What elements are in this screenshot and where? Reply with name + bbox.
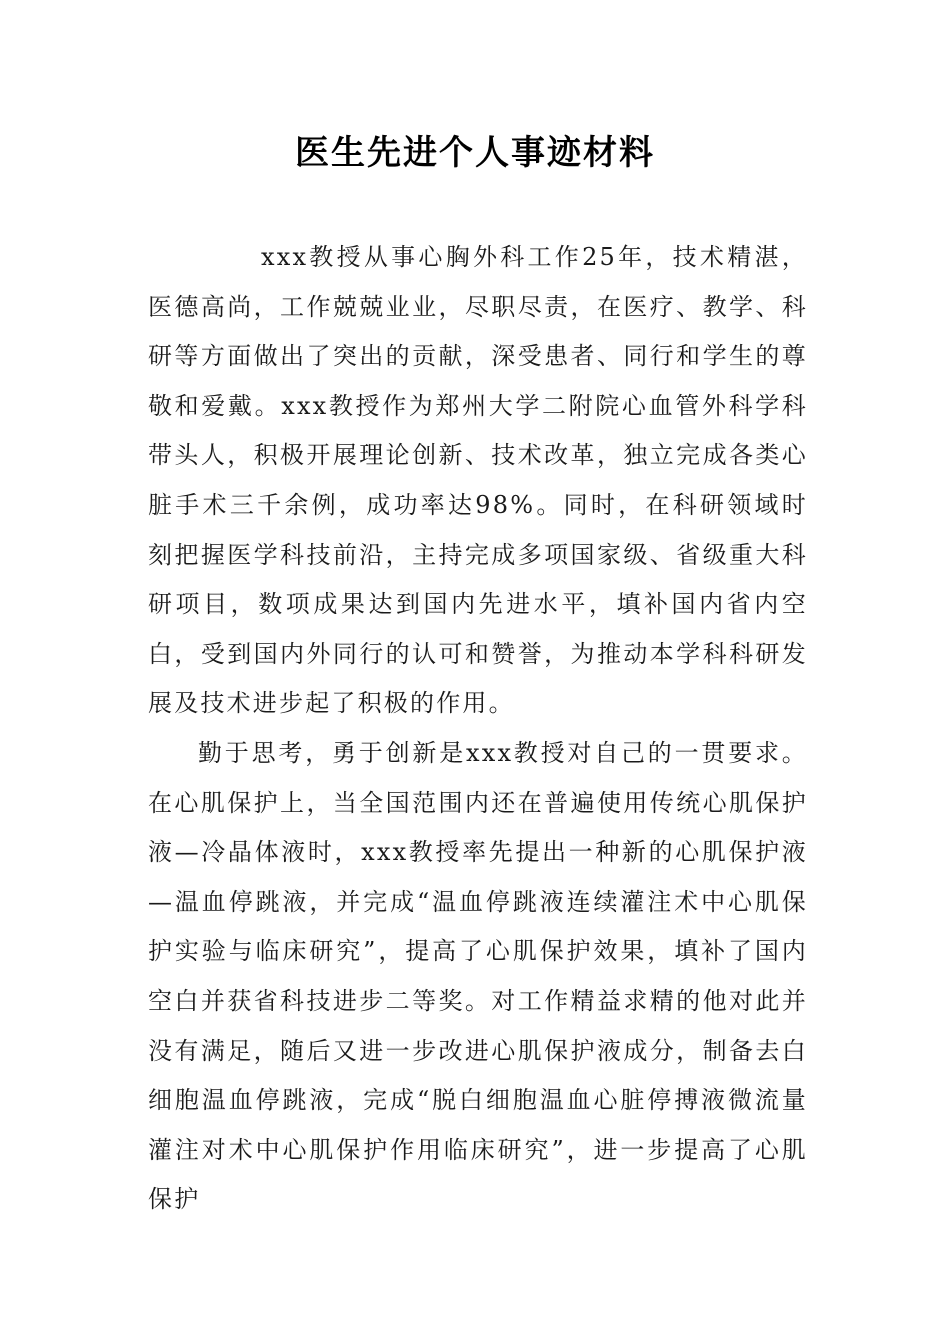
paragraph-2: 勤于思考，勇于创新是xxx教授对自己的一贯要求。在心肌保护上，当全国范围内还在普遍使用传统心肌保护液—冷晶体液时，xxx教授率先提出一种新的心肌保护液—温血停跳液，并完成“温血停跳液连续灌注术中心肌保护实验与临床研究”，提高了心肌保护效果，填补了国内空白并获省科技进步二等奖。对工作精益求精的他对此并没有满足，随后又进一步改进心肌保护液成分，制备去白细胞温血停跳液，完成“脱白细胞温血心脏停搏液微流量灌注对术中心肌保护作用临床研究”，进一步提高了心肌保护 bbox=[148, 738, 808, 1214]
document-body bbox=[148, 233, 808, 1225]
paragraph-1: xxx教授从事心胸外科工作25年，技术精湛，医德高尚，工作兢兢业业，尽职尽责，在医疗、教学、科研等方面做出了突出的贡献，深受患者、同行和学生的尊敬和爱戴。xxx教授作为郑州大学二附院心血管外科学科带头人，积极开展理论创新、技术改革，独立完成各类心脏手术三千余例，成功率达98%。同时，在科研领域时刻把握医学科技前沿，主持完成多项国家级、省级重大科研项目，数项成果达到国内先进水平，填补国内省内空白，受到国内外同行的认可和赞誉，为推动本学科科研发展及技术进步起了积极的作用。 bbox=[148, 243, 808, 718]
document-title: 医生先进个人事迹材料 bbox=[295, 133, 655, 173]
